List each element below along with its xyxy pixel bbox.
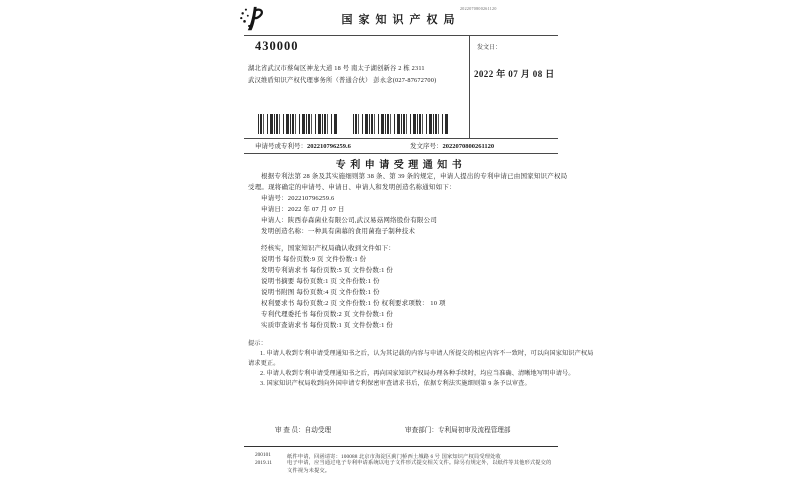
barcode-right	[353, 114, 449, 134]
application-number-value: 202210796259.6	[307, 143, 351, 150]
footer-efiling-line2: 文件视为未提交。	[287, 467, 331, 474]
recipient-address-line1: 湖北省武汉市蔡甸区神龙大道 18 号 南太子湖创新谷 2 栋 2311	[248, 65, 425, 72]
received-doc-line: 专利代理委托书 每份页数:2 页 文件份数:1 份	[261, 311, 394, 318]
department-value: 专利局初审及流程管理部	[437, 427, 511, 434]
received-doc-line: 说明书摘要 每份页数:1 页 文件份数:1 份	[261, 278, 380, 285]
received-doc-line: 发明专利请求书 每份页数:5 页 文件份数:1 份	[261, 267, 394, 274]
serial-number-field	[410, 141, 494, 150]
header-rule	[244, 35, 558, 36]
received-doc-line: 实质审查请求书 每份页数:1 页 文件份数:1 份	[261, 322, 394, 329]
agency-title: 国家知识产权局	[341, 14, 461, 26]
invention-title-line: 发明创造名称：一种具有菌幕的食用菌孢子制种技术	[261, 228, 416, 235]
footer-rule	[244, 446, 558, 447]
department-label: 审查部门：	[405, 427, 438, 434]
document-page	[230, 0, 594, 500]
applicants-line: 申请人：陕西春森菌业有限公司,武汉易菇网络股份有限公司	[261, 217, 438, 224]
body-paragraph-line1: 根据专利法第 28 条及其实施细则第 38 条、第 39 条的规定，申请人提出的专利申请已由国家知识产权局	[261, 173, 568, 180]
note-line: 1. 申请人收到专利申请受理通知书之后，认为其记载的内容与申请人所提交的相应内容不一致时，可以向国家知识产权局	[260, 350, 594, 357]
application-number-label: 申请号或专利号：	[255, 143, 307, 150]
dispatch-date-value: 2022 年 07 月 08 日	[474, 69, 555, 79]
footer-form-code-1: 200101	[255, 452, 271, 458]
received-doc-line: 权利要求书 每份页数:2 页 文件份数:1 份 权利要求项数： 10 项	[261, 300, 446, 307]
examiner-value: 自动受理	[304, 427, 332, 434]
note-line: 2. 申请人收到专利申请受理通知书之后，再向国家知识产权局办理各种手续时，均应当准确、清晰地写明申请号。	[260, 370, 575, 377]
department-field	[405, 424, 511, 434]
recipient-address-line2: 武汉维盾知识产权代理事务所（普通合伙） 彭永念(027-87672700)	[248, 77, 437, 84]
note-line: 请求更正。	[248, 360, 280, 367]
notes-section	[248, 339, 594, 389]
examiner-label: 审 查 员：	[275, 427, 305, 434]
received-doc-line: 说明书附图 每份页数:4 页 文件份数:1 份	[261, 289, 380, 296]
top-right-code: 2022070800261120	[460, 6, 497, 11]
serial-number-label: 发文序号：	[410, 143, 443, 150]
application-number-field	[255, 141, 351, 150]
footer-efiling-line1: 电子申请，应当通过电子专利申请系统以电子文件形式提交相关文件。除另有规定外，以纸件等其他形式提交的	[287, 460, 552, 466]
postal-code: 430000	[255, 39, 299, 53]
header-vertical-divider	[469, 35, 470, 138]
meta-rule-bottom	[244, 153, 558, 154]
confirm-line: 经核实，国家知识产权局确认收到文件如下：	[261, 245, 395, 252]
footer-efiling-instruction	[287, 460, 551, 475]
notice-title: 专利申请受理通知书	[335, 160, 467, 171]
note-line: 3. 国家知识产权局收到向外国申请专利保密审查请求书后，依据专利法实施细则第 9 条予以审查。	[260, 380, 531, 387]
footer-paper-instruction: 纸件申请，回函请寄：100088 北京市海淀区蓟门桥西土城路 6 号 国家知识产权局受理处收	[287, 454, 501, 460]
examiner-field	[275, 424, 331, 434]
footer-form-code-2: 2019.11	[255, 460, 273, 466]
meta-rule-top	[244, 138, 558, 139]
dispatch-date-label: 发文日：	[477, 45, 502, 51]
body-paragraph-line2: 受理。现将确定的申请号、申请日、申请人和发明创造名称通知如下：	[248, 184, 456, 191]
notes-label: 提示：	[248, 340, 267, 347]
serial-number-value: 2022070800261120	[442, 143, 495, 150]
application-date-line: 申请日：2022 年 07 月 07 日	[261, 206, 345, 213]
application-no-line: 申请号：202210796259.6	[261, 195, 335, 202]
received-doc-line: 说明书 每份页数:9 页 文件份数:1 份	[261, 256, 367, 263]
barcode-left	[258, 114, 338, 134]
notice-body	[248, 171, 568, 331]
